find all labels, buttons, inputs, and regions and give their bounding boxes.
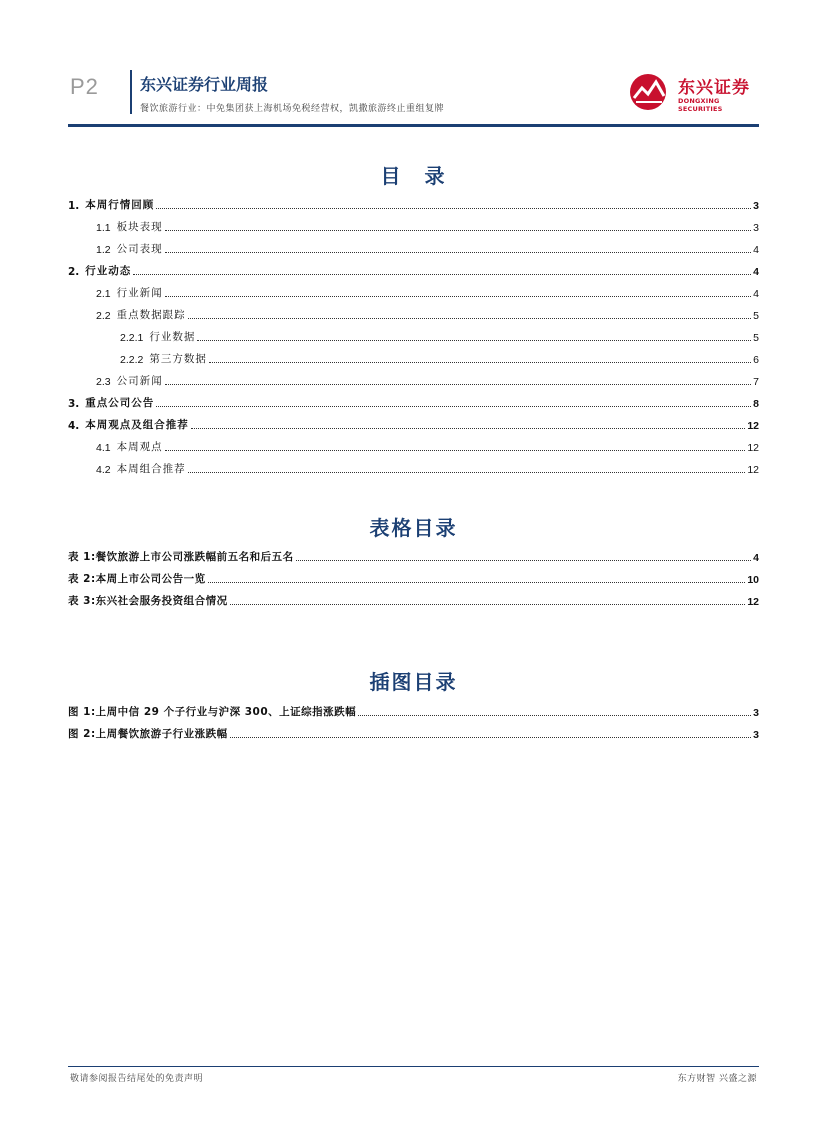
header-divider — [130, 70, 132, 114]
figure-caption-item[interactable] — [68, 725, 759, 741]
logo-chinese-name: 东兴证券 — [678, 78, 750, 98]
toc-item[interactable] — [68, 394, 759, 410]
toc-item[interactable] — [68, 460, 759, 476]
toc-item-page: 12 — [747, 420, 759, 432]
report-title: 东兴证券行业周报 — [140, 75, 269, 94]
table-caption-page: 4 — [753, 552, 759, 564]
table-caption-label: 表 3:东兴社会服务投资组合情况 — [68, 595, 228, 607]
toc-item-number: 2.2.2 — [120, 354, 144, 366]
figure-caption-label: 图 1:上周中信 29 个子行业与沪深 300、上证综指涨跌幅 — [68, 706, 357, 718]
footer-slogan: 东方财智 兴盛之源 — [677, 1074, 757, 1084]
toc-item-number: 1.1 — [96, 222, 111, 234]
dot-leader — [209, 362, 751, 363]
toc-item-page: 12 — [747, 464, 759, 476]
dot-leader — [156, 208, 751, 209]
toc-item-number: 2.1 — [96, 288, 111, 300]
toc-item-number: 4.1 — [96, 442, 111, 454]
table-caption-page: 10 — [747, 574, 759, 586]
toc-item-label: 本周组合推荐 — [116, 463, 186, 475]
toc-item[interactable] — [68, 328, 759, 344]
toc-item-page: 8 — [753, 398, 759, 410]
toc-item-label: 重点数据跟踪 — [116, 309, 186, 321]
toc-item[interactable] — [68, 306, 759, 322]
table-caption-label: 表 2:本周上市公司公告一览 — [68, 573, 206, 585]
dot-leader — [230, 604, 746, 605]
toc-item-number: 4. — [68, 420, 80, 432]
toc-title: 目 录 — [380, 164, 447, 188]
toc-item-page: 7 — [753, 376, 759, 388]
dot-leader — [165, 230, 752, 231]
toc-item-label: 重点公司公告 — [85, 397, 155, 409]
footer-rule — [68, 1066, 759, 1067]
toc-item-number: 2. — [68, 266, 80, 278]
toc-item-label: 行业数据 — [149, 331, 196, 343]
toc-item[interactable] — [68, 372, 759, 388]
figures-toc-title: 插图目录 — [369, 670, 458, 694]
toc-item-label: 行业动态 — [85, 265, 132, 277]
toc-item-number: 1.2 — [96, 244, 111, 256]
toc-item[interactable] — [68, 262, 759, 278]
toc-item-page: 5 — [753, 332, 759, 344]
toc-item[interactable] — [68, 284, 759, 300]
figure-caption-page: 3 — [753, 729, 759, 741]
toc-item[interactable] — [68, 196, 759, 212]
table-caption-item[interactable] — [68, 570, 759, 586]
toc-item-page: 4 — [753, 288, 759, 300]
toc-item-label: 本周行情回顾 — [85, 199, 155, 211]
toc-item-number: 4.2 — [96, 464, 111, 476]
figure-caption-page: 3 — [753, 707, 759, 719]
dot-leader — [165, 252, 752, 253]
toc-item-label: 板块表现 — [116, 221, 163, 233]
toc-item-label: 公司新闻 — [116, 375, 163, 387]
toc-item-page: 12 — [747, 442, 759, 454]
footer-disclaimer-note: 敬请参阅报告结尾处的免责声明 — [70, 1074, 204, 1084]
toc-item-number: 2.2.1 — [120, 332, 144, 344]
toc-item[interactable] — [68, 218, 759, 234]
page-number: P2 — [70, 74, 99, 99]
toc-item-page: 5 — [753, 310, 759, 322]
dot-leader — [165, 384, 752, 385]
figure-caption-label: 图 2:上周餐饮旅游子行业涨跌幅 — [68, 728, 228, 740]
toc-item-label: 第三方数据 — [149, 353, 207, 365]
toc-item-label: 行业新闻 — [116, 287, 163, 299]
dot-leader — [165, 450, 746, 451]
table-caption-item[interactable] — [68, 548, 759, 564]
report-subtitle: 餐饮旅游行业：中免集团获上海机场免税经营权，凯撒旅游终止重组复牌 — [140, 104, 445, 114]
dot-leader — [208, 582, 746, 583]
dot-leader — [191, 428, 746, 429]
dot-leader — [230, 737, 751, 738]
figure-caption-item[interactable] — [68, 703, 759, 719]
dot-leader — [188, 318, 752, 319]
toc-item-label: 本周观点 — [116, 441, 163, 453]
dot-leader — [133, 274, 751, 275]
toc-item[interactable] — [68, 438, 759, 454]
toc-item-label: 本周观点及组合推荐 — [85, 419, 189, 431]
toc-item-label: 公司表现 — [116, 243, 163, 255]
toc-item[interactable] — [68, 350, 759, 366]
dot-leader — [296, 560, 751, 561]
table-caption-page: 12 — [747, 596, 759, 608]
toc-item-page: 3 — [753, 200, 759, 212]
dongxing-logo-icon — [628, 72, 672, 112]
toc-item[interactable] — [68, 416, 759, 432]
dot-leader — [358, 715, 751, 716]
table-caption-label: 表 1:餐饮旅游上市公司涨跌幅前五名和后五名 — [68, 551, 294, 563]
toc-item-page: 3 — [753, 222, 759, 234]
toc-item-page: 4 — [753, 266, 759, 278]
toc-item-number: 2.2 — [96, 310, 111, 322]
dot-leader — [156, 406, 751, 407]
logo-english-name: DONGXING SECURITIES — [678, 97, 723, 113]
toc-item-number: 2.3 — [96, 376, 111, 388]
toc-item[interactable] — [68, 240, 759, 256]
toc-item-number: 3. — [68, 398, 80, 410]
tables-toc-title: 表格目录 — [369, 516, 458, 540]
dot-leader — [165, 296, 752, 297]
table-caption-item[interactable] — [68, 592, 759, 608]
company-logo — [628, 72, 758, 112]
toc-item-number: 1. — [68, 200, 80, 212]
toc-item-page: 6 — [753, 354, 759, 366]
dot-leader — [188, 472, 746, 473]
dot-leader — [197, 340, 751, 341]
header-rule — [68, 124, 759, 127]
toc-item-page: 4 — [753, 244, 759, 256]
